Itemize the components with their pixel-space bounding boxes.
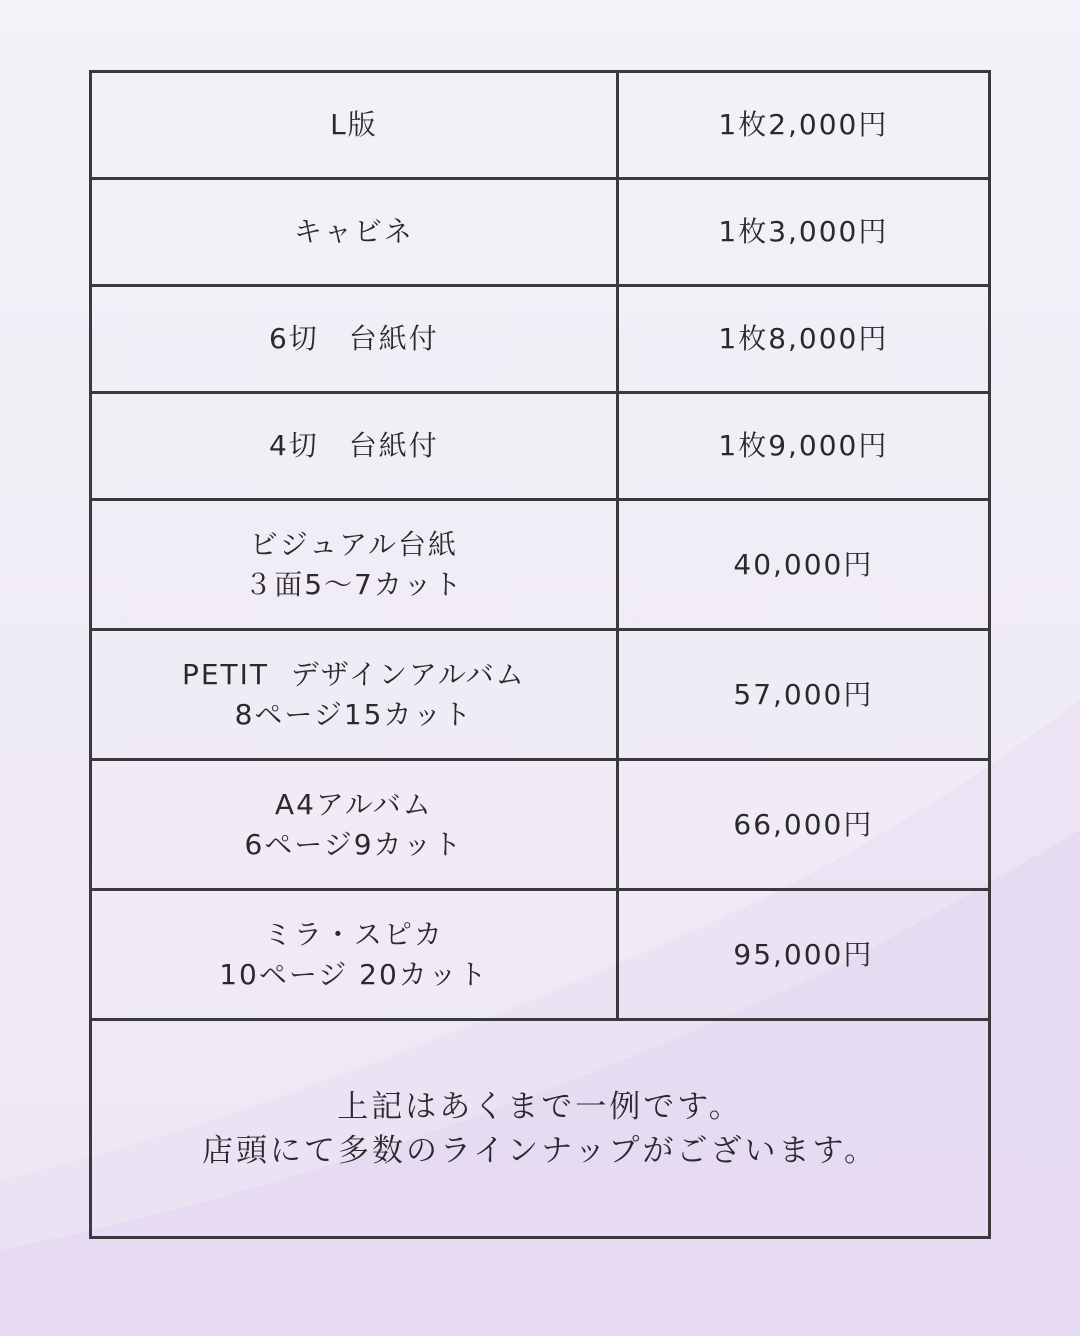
product-name-cell: [91, 760, 618, 890]
product-price: 1枚2,000円: [718, 108, 889, 141]
product-price: 66,000円: [733, 807, 874, 841]
product-name: キャビネ: [293, 215, 414, 248]
price-cell: [617, 179, 989, 286]
product-detail: 6ページ9カット: [244, 827, 464, 861]
table-row: [91, 500, 990, 630]
product-name-cell: [91, 500, 618, 630]
product-detail: ３面5〜7カット: [244, 567, 464, 601]
price-cell: [617, 286, 989, 393]
price-cell: [617, 72, 989, 179]
table-row: [91, 72, 990, 179]
table-row: [91, 286, 990, 393]
price-table: [89, 70, 991, 1239]
product-name-cell: [91, 630, 618, 760]
product-detail: 10ページ 20カット: [219, 957, 489, 991]
price-cell: [617, 630, 989, 760]
product-price: 95,000円: [733, 937, 874, 971]
product-name-cell: [91, 393, 618, 500]
table-row: [91, 179, 990, 286]
price-cell: [617, 393, 989, 500]
product-name-cell: [91, 179, 618, 286]
product-name: 6切 台紙付: [268, 322, 439, 355]
price-cell: [617, 500, 989, 630]
price-cell: [617, 760, 989, 890]
note-row: [91, 1020, 990, 1238]
product-price: 1枚9,000円: [718, 429, 889, 462]
product-name: ミラ・スピカ: [263, 917, 444, 951]
product-name-cell: [91, 890, 618, 1020]
product-name: ビジュアル台紙: [249, 527, 459, 561]
product-name: L版: [330, 108, 378, 141]
product-name-cell: [91, 286, 618, 393]
product-name: A4アルバム: [274, 787, 433, 821]
product-price: 1枚3,000円: [718, 215, 889, 248]
product-price: 40,000円: [733, 547, 874, 581]
table-row: [91, 630, 990, 760]
table-row: [91, 760, 990, 890]
price-cell: [617, 890, 989, 1020]
product-price: 1枚8,000円: [718, 322, 889, 355]
table-row: [91, 393, 990, 500]
note-cell: [91, 1020, 990, 1238]
product-name: PETIT デザインアルバム: [181, 657, 526, 691]
product-name: 4切 台紙付: [268, 429, 439, 462]
product-detail: 8ページ15カット: [234, 697, 474, 731]
product-name-cell: [91, 72, 618, 179]
product-price: 57,000円: [733, 677, 874, 711]
note-line-1: 上記はあくまで一例です。: [337, 1088, 743, 1125]
table-row: [91, 890, 990, 1020]
note-line-2: 店頭にて多数のラインナップがございます。: [202, 1132, 878, 1169]
